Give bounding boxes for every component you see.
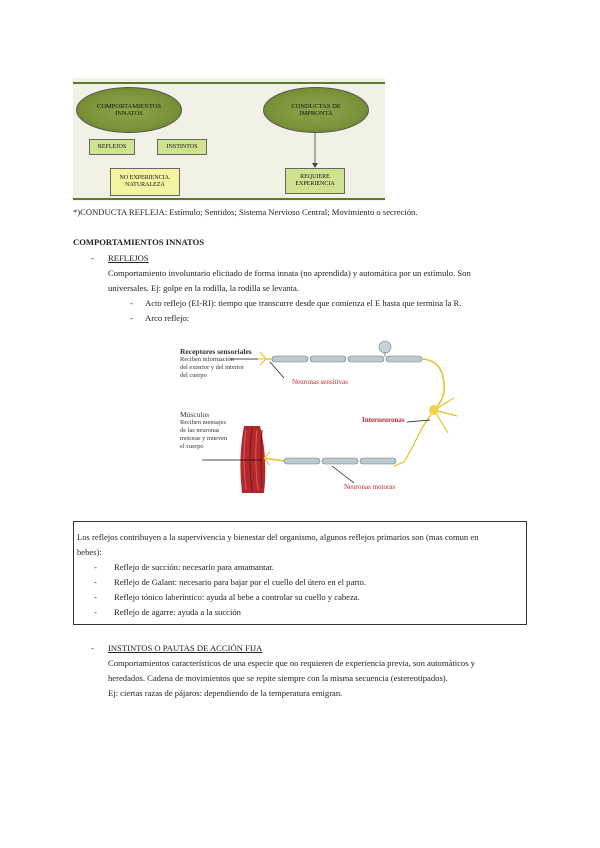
reflex-arc-figure: [172, 338, 464, 498]
musculos-desc-2: de las neuronas: [180, 427, 220, 434]
neuronas-sensitivas-label: Neuronas sensitivas: [292, 378, 348, 386]
motor-fiber: [284, 458, 396, 464]
sensory-cell-body: [379, 341, 391, 353]
musculos-title: Músculos: [180, 410, 210, 419]
interneuron-shape: [394, 398, 457, 466]
reflejos-box-label: REFLEJOS: [97, 143, 127, 150]
innatos-oval: [76, 87, 182, 133]
no-experiencia-box: [110, 168, 180, 196]
instintos-line-2: heredados. Cadena de movimientos que se repite siempre con la misma secuencia (estereotipados).: [108, 673, 448, 683]
muscle-shape: [240, 426, 265, 493]
receptores-desc-3: del cuerpo: [180, 372, 207, 379]
instintos-line-3: Ej: ciertas razas de pájaros: dependiendo de la temperatura emigran.: [108, 688, 343, 698]
bullet-dash: -: [130, 313, 133, 323]
receptores-desc-1: Reciben información: [180, 356, 234, 363]
musculos-desc-3: motoras y mueven: [180, 435, 228, 442]
box-item-4: Reflejo de agarre: ayuda a la succión: [114, 607, 241, 617]
reflejos-box: [89, 139, 135, 155]
arco-reflejo-text: Arco reflejo:: [145, 313, 190, 323]
no-experiencia-label: NO EXPERIENCIA. NATURALEZA: [119, 175, 171, 188]
box-intro-line-2: bebes):: [77, 547, 102, 557]
section-title: COMPORTAMIENTOS INNATOS: [73, 237, 205, 247]
bullet-dash: -: [94, 592, 97, 602]
bullet-dash: -: [94, 607, 97, 617]
instintos-line-1: Comportamientos característicos de una especie que no requieren de experiencia previa, son automáticos y: [108, 658, 476, 668]
concept-diagram: [73, 78, 385, 201]
instintos-box-label: INSTINTOS: [166, 143, 198, 150]
requiere-experiencia-box: [285, 168, 345, 194]
interneuronas-label: Interneuronas: [362, 416, 405, 424]
box-item-1: Reflejo de succión: necesario para amamantar.: [114, 562, 274, 572]
instintos-box: [157, 139, 207, 155]
innatos-label: COMPORTAMIENTOS INNATOS: [97, 102, 161, 117]
box-item-2: Reflejo de Galant: necesario para bajar por el cuello del útero en el parto.: [114, 577, 366, 587]
bullet-dash: -: [91, 643, 94, 653]
reflejos-heading: REFLEJOS: [108, 253, 149, 263]
bullet-dash: -: [130, 298, 133, 308]
musculos-desc-4: el cuerpo: [180, 443, 204, 450]
musculos-desc-1: Reciben mensajes: [180, 419, 226, 426]
reflejos-line-2: universales. Ej: golpe en la rodilla, la rodilla se levanta.: [108, 283, 299, 293]
conducta-refleja-note: *)CONDUCTA REFLEJA: Estímulo; Sentidos; Sistema Nervioso Central; Movimiento o secreción.: [73, 207, 418, 217]
receptores-title: Receptores sensoriales: [180, 347, 252, 356]
sensory-fiber: [272, 356, 422, 362]
bullet-dash: -: [91, 253, 94, 263]
instintos-heading: INSTINTOS O PAUTAS DE ACCIÓN FIJA: [108, 643, 263, 653]
impronta-oval: [263, 87, 369, 133]
receptores-desc-2: del exterior y del interior: [180, 364, 244, 371]
box-item-3: Reflejo tónico laberíntico: ayuda al bebe a controlar su cuello y cabeza.: [114, 592, 360, 602]
acto-reflejo-text: Acto reflejo (EI-RI): tiempo que transcurre desde que comienza el E hasta que termina la R.: [145, 298, 462, 308]
reflejos-line-1: Comportamiento involuntario elicitado de forma innata (no aprendida) y automática por un estímulo. Son: [108, 268, 471, 278]
requiere-experiencia-label: REQUIERE EXPERIENCIA: [295, 174, 335, 187]
neuronas-motoras-label: Neuronas motoras: [344, 483, 396, 491]
bullet-dash: -: [94, 577, 97, 587]
impronta-label: CONDUCTAS DE IMPRONTA: [291, 102, 341, 117]
box-intro-line-1: Los reflejos contribuyen a la supervivencia y bienestar del organismo, algunos reflejos primarios son (mas comun en: [77, 532, 479, 542]
bullet-dash: -: [94, 562, 97, 572]
